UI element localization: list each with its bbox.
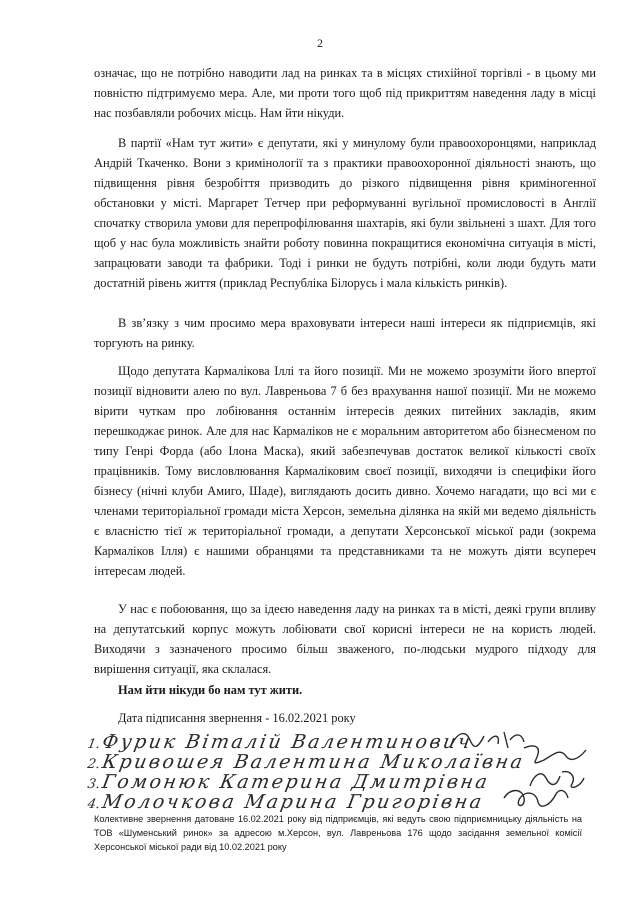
paragraph-1: означає, що не потрібно наводити лад на ринках та в місцях стихійної торгівлі - в цьому ми повністю підтримуємо мера. Але, ми проти того щоб під прикриттям наведення ладу в місці нас позбавляли робочих місць. Нам йти нікуди. xyxy=(94,66,596,120)
paragraph-3: В зв’язку з чим просимо мера враховувати інтереси наші інтереси як підприємців, які торгують на ринку. xyxy=(94,316,596,350)
footnote: Колективне звернення датоване 16.02.2021 року від підприємців, які ведуть свою підприємницьку діяльність на ТОВ «Шуменський ринок» за адресою м.Херсон, вул. Лавреньова 176 щодо засідання земельної комісії Херсонської міської ради від 10.02.2021 року xyxy=(94,814,582,852)
closing-slogan: Нам йти нікуди бо нам тут жити. xyxy=(118,683,303,697)
paragraph-2: В партії «Нам тут жити» є депутати, які у минулому були правоохоронцями, наприклад Андрій Ткаченко. Вони з кримінології та з практики правоохоронної діяльності знають, що підвищення рівня безробіття призводить до різкого підвищення рівня криміногенної обстановки у місті. Маргарет Тетчер при реформуванні вугільної промисловості в Англії спочатку створила умови для перепрофілювання шахтарів, які були звільнені з шахт. Для того щоб у нас була можливість знайти роботу повинна покращитися економічна ситуація в місті, запрацювати заводи та фабрики. Тоді і ринки не будуть потрібні, коли люди будуть мати достатній рівень життя (приклад Республіка Білорусь і мала кількість ринків). xyxy=(94,136,596,290)
paragraph-4: Щодо депутата Кармалікова Іллі та його позиції. Ми не можемо зрозуміти його впертої позиції відновити алею по вул. Лавреньова 7 б без врахування нашої позиції. Ми не можемо вірити чуткам про лобіювання останнім інтересів деяких питейних закладів, яким перешкоджає ринок. Але для нас Кармаліков не є моральним авторитетом або бізнесменом по типу Генрі Форда (або Ілона Маска), який забезпечував достаток великої кількості своїх працівників. Тому висловлювання Кармаліковим своєї позиції, виходячи із специфіки його бізнесу (нічні клуби Амиго, Шаде), виглядають досить дивно. Хочемо нагадати, що всі ми є членами територіальної громади міста Херсон, земельна ділянка на якій ми ведемо діяльність є власністю тієї ж територіальної громади, а депутати Херсонської міської ради (зокрема Кармаліков Ілля) є нашими обранцями та представниками та не можуть діяти всупереч інтересам людей. xyxy=(94,364,596,578)
signing-date: Дата підписання звернення - 16.02.2021 року xyxy=(118,711,356,725)
signatory-name: Кривошея Валентина Миколаївна xyxy=(100,751,527,773)
signature-number: 3. xyxy=(86,777,102,792)
signature-number: 2. xyxy=(86,757,102,772)
signature-scribble-2 xyxy=(520,742,592,768)
signatory-name: Молочкова Марина Григорівна xyxy=(100,791,486,813)
signature-scribble-1 xyxy=(448,726,528,752)
signatory-name: Гомонюк Катерина Дмитрівна xyxy=(100,771,492,793)
page-number: 2 xyxy=(317,36,323,50)
signature-row-4 xyxy=(86,790,550,814)
signature-number: 4. xyxy=(86,797,102,812)
signatory-name: Фурик Віталій Валентинович xyxy=(100,731,475,753)
signature-scribble-4 xyxy=(500,784,572,812)
paragraph-5: У нас є побоювання, що за ідеєю наведення ладу на ринках та в місті, деякі групи впливу на депутатський корпус можуть лобіювати свої корисні інтереси не на користь людей. Виходячи з зазначеного просимо більш зваженого, по-людськи мудрого підходу для вирішення ситуації, яка склалася. xyxy=(94,602,596,676)
signature-number: 1. xyxy=(86,737,102,752)
